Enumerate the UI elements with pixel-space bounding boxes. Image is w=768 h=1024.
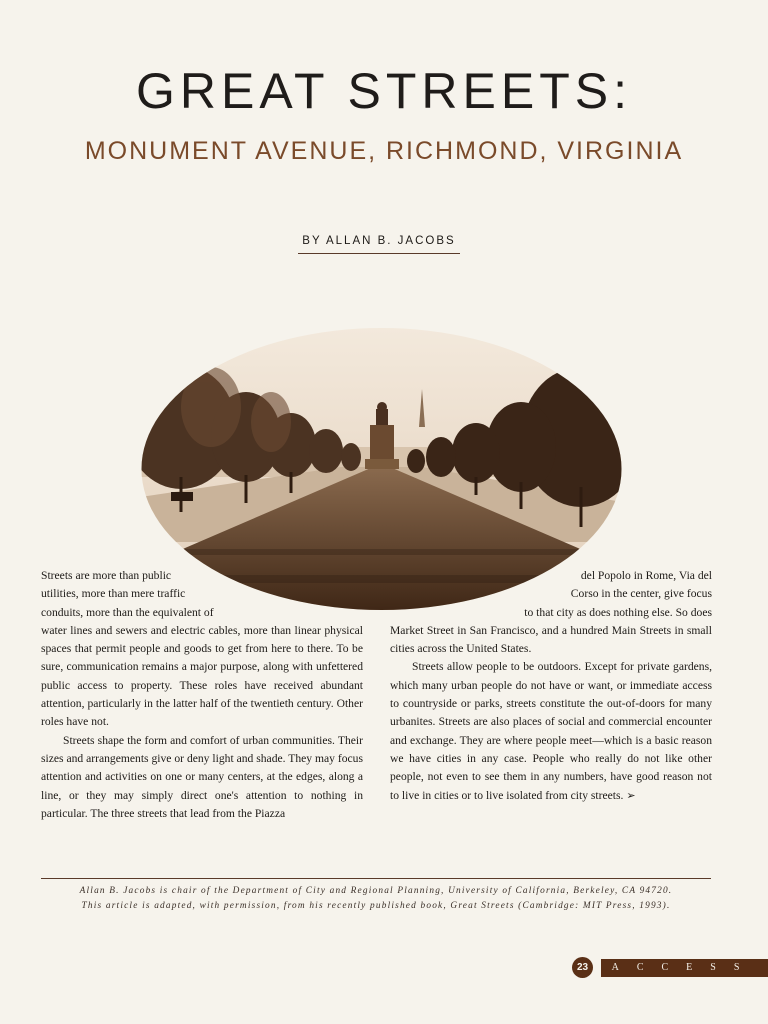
journal-name: ACCESS bbox=[601, 959, 768, 977]
continue-arrow-icon: ➢ bbox=[626, 788, 636, 802]
wrap-line: Streets are more than public bbox=[41, 569, 172, 582]
article-subtitle: MONUMENT AVENUE, RICHMOND, VIRGINIA bbox=[84, 137, 684, 165]
article-column-right bbox=[390, 567, 712, 805]
article-title: GREAT STREETS: bbox=[135, 63, 632, 119]
page-number: 23 bbox=[572, 957, 593, 978]
byline: BY ALLAN B. JACOBS bbox=[298, 235, 460, 254]
wrap-line: Corso in the center, give focus bbox=[570, 587, 712, 601]
article-column-left bbox=[41, 567, 363, 823]
footnote-line: This article is adapted, with permission, from his recently published book, Great Streets (Cambridge: MIT Press, 1993). bbox=[81, 901, 671, 911]
wrap-line: utilities, more than mere traffic bbox=[41, 587, 186, 601]
footnote-divider bbox=[41, 878, 711, 879]
paragraph-text: Streets allow people to be outdoors. Except for private gardens, which many urban people do not have or want, or immediate access to countryside or parks, streets constitute the out-of-doors for many urbanites. Streets are also places of social and commercial encounter and exchange. They are where people meet—which is a basic reason we have cities in any case. People who really do not like other people, not even to see them in any numbers, have good reason not to live in cities or to live isolated from city streets. bbox=[390, 660, 712, 802]
paragraph-text: Market Street in San Francisco, and a hundred Main Streets in small cities across the United States. bbox=[390, 623, 712, 656]
paragraph-text: water lines and sewers and electric cables, more than linear physical spaces that permit people and goods to get from here to there. To be sure, communication remains a major purpose, along with unfettered public access to property. These roles have received abundant attention, particularly in the latter half of the twentieth century. Other roles have not. bbox=[41, 623, 363, 729]
wrap-line: conduits, more than the equivalent of bbox=[41, 605, 214, 619]
footnote-line: Allan B. Jacobs is chair of the Department of City and Regional Planning, University of California, Berkeley, CA 94720. bbox=[79, 886, 673, 896]
paragraph: Streets shape the form and comfort of urban communities. Their sizes and arrangements give or deny light and shade. They may focus attention and activities on one or many centers, at the edges, along a line, or they may simply direct one's attention to nothing in particular. The three streets that lead from the Piazza bbox=[41, 733, 363, 820]
wrap-line: to that city as does nothing else. So does bbox=[524, 605, 712, 619]
author-footnote bbox=[41, 884, 711, 914]
wrap-line: del Popolo in Rome, Via del bbox=[580, 569, 712, 582]
